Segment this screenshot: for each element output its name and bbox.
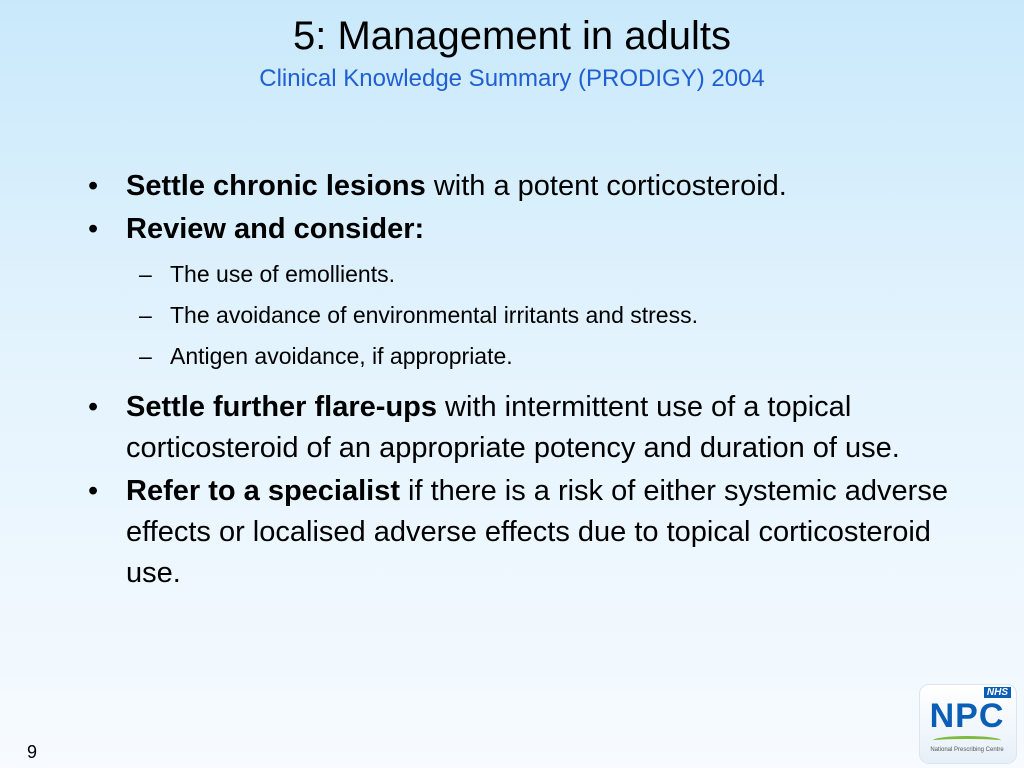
dash-marker: – [139, 343, 152, 369]
bullet-marker: • [88, 170, 99, 202]
logo-tagline: National Prescribing Centre [930, 747, 1004, 753]
dash-marker: – [139, 261, 152, 287]
slide-title: 5: Management in adults [292, 14, 732, 58]
bullet-marker: • [88, 213, 99, 245]
nhs-badge: NHS [984, 687, 1011, 698]
slide-subtitle: Clinical Knowledge Summary (PRODIGY) 2004 [259, 65, 765, 92]
bullet-bold-text: Settle further flare-ups [126, 391, 437, 423]
bullet-item-3 [82, 387, 962, 469]
bullet-bold-text: Refer to a specialist [126, 475, 400, 507]
bullet-bold-text: Review and consider: [126, 213, 425, 245]
bullet-marker: • [88, 475, 99, 507]
sub-item-text: The use of emollients. [170, 261, 396, 287]
sub-item-3 [82, 336, 962, 377]
dash-marker: – [139, 302, 152, 328]
bullet-item-4 [82, 471, 962, 594]
sub-item-2 [82, 295, 962, 336]
sub-item-text: Antigen avoidance, if appropriate. [170, 343, 513, 369]
logo-swoosh [933, 736, 1001, 745]
sub-item-1 [82, 254, 962, 295]
bullet-text: with intermittent use of a topical corticosteroid of an appropriate potency and duration of use. [126, 391, 900, 464]
bullet-text: with a potent corticosteroid. [425, 170, 787, 202]
page-number: 9 [27, 742, 38, 762]
bullet-item-2 [82, 209, 962, 250]
bullet-marker: • [88, 391, 99, 423]
sub-list [82, 254, 962, 377]
npc-wordmark: NPC [929, 697, 1005, 735]
sub-item-text: The avoidance of environmental irritants and stress. [170, 302, 698, 328]
bullet-bold-text: Settle chronic lesions [126, 170, 426, 202]
npc-logo [919, 684, 1015, 762]
bullet-list [82, 166, 962, 596]
bullet-item-1 [82, 166, 962, 207]
bullet-text: if there is a risk of either systemic adverse effects or localised adverse effects due to topical corticosteroid use. [126, 475, 948, 589]
